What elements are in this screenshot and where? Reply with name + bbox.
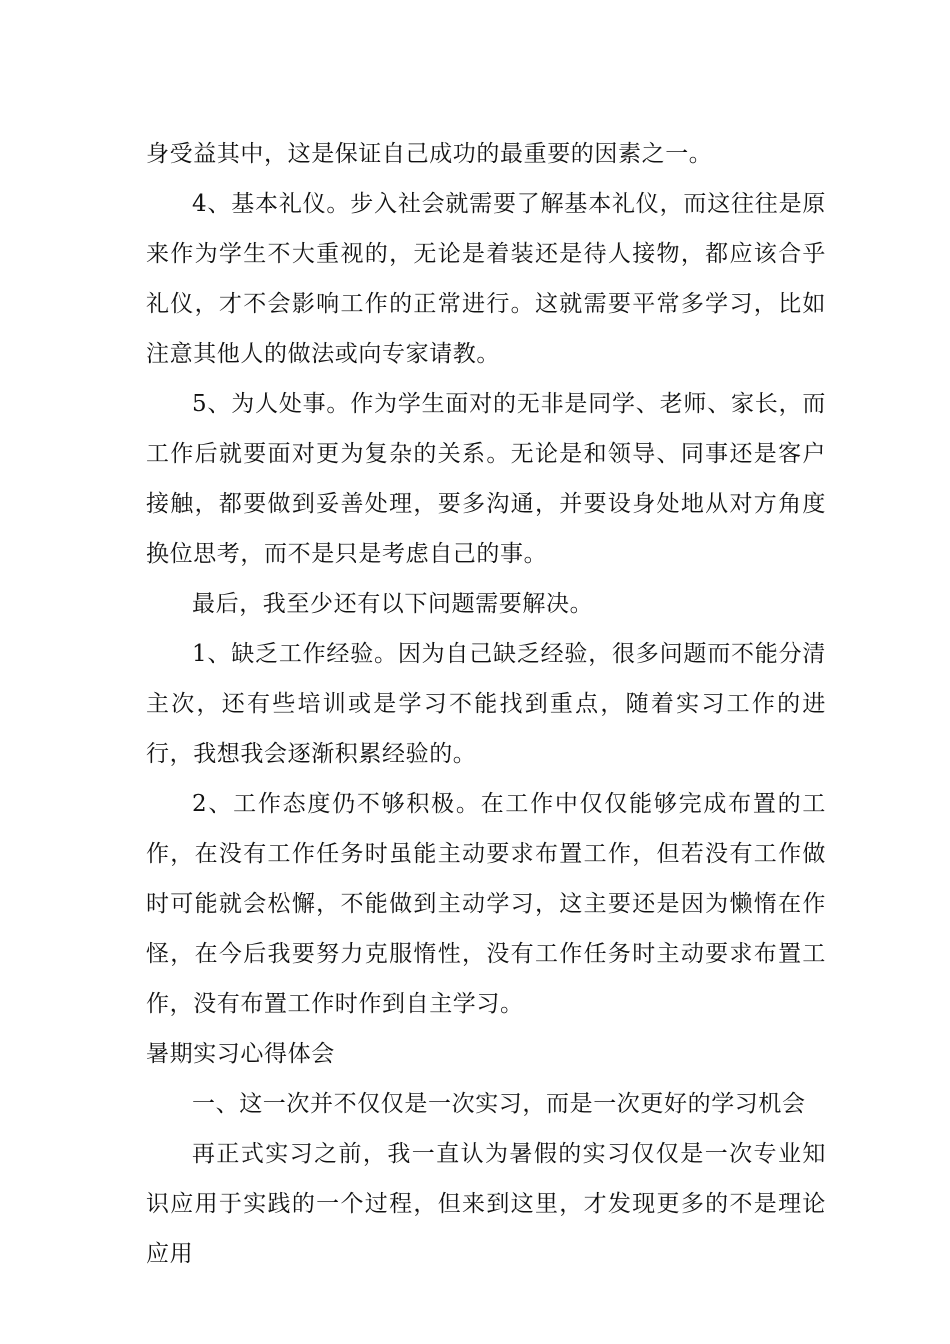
paragraph-lack-experience: 1、缺乏工作经验。因为自己缺乏经验，很多问题而不能分清主次，还有些培训或是学习不能找到重点，随着实习工作的进行，我想我会逐渐积累经验的。 <box>146 641 826 767</box>
paragraph-before-internship: 再正式实习之前，我一直认为暑假的实习仅仅是一次专业知识应用于实践的一个过程，但来到这里，才发现更多的不是理论应用 <box>146 1141 826 1267</box>
paragraph-continuation: 身受益其中，这是保证自己成功的最重要的因素之一。 <box>146 141 713 167</box>
section-title: 暑期实习心得体会 <box>146 1041 335 1067</box>
section-subheading: 一、这一次并不仅仅是一次实习，而是一次更好的学习机会 <box>192 1091 806 1117</box>
paragraph-interpersonal: 5、为人处事。作为学生面对的无非是同学、老师、家长，而工作后就要面对更为复杂的关系。无论是和领导、同事还是客户接触，都要做到妥善处理，要多沟通，并要设身处地从对方角度换位思考，而不是只是考虑自己的事。 <box>146 391 826 567</box>
paragraph-work-attitude: 2、工作态度仍不够积极。在工作中仅仅能够完成布置的工作，在没有工作任务时虽能主动要求布置工作，但若没有工作做时可能就会松懈，不能做到主动学习，这主要还是因为懒惰在作怪，在今后我要努力克服惰性，没有工作任务时主动要求布置工作，没有布置工作时作到自主学习。 <box>146 791 826 1017</box>
paragraph-problems-intro: 最后，我至少还有以下问题需要解决。 <box>192 591 594 617</box>
paragraph-basic-etiquette: 4、基本礼仪。步入社会就需要了解基本礼仪，而这往往是原来作为学生不大重视的，无论是着装还是待人接物，都应该合乎礼仪，才不会影响工作的正常进行。这就需要平常多学习，比如注意其他人的做法或向专家请教。 <box>146 191 826 367</box>
document-body <box>146 129 826 1279</box>
